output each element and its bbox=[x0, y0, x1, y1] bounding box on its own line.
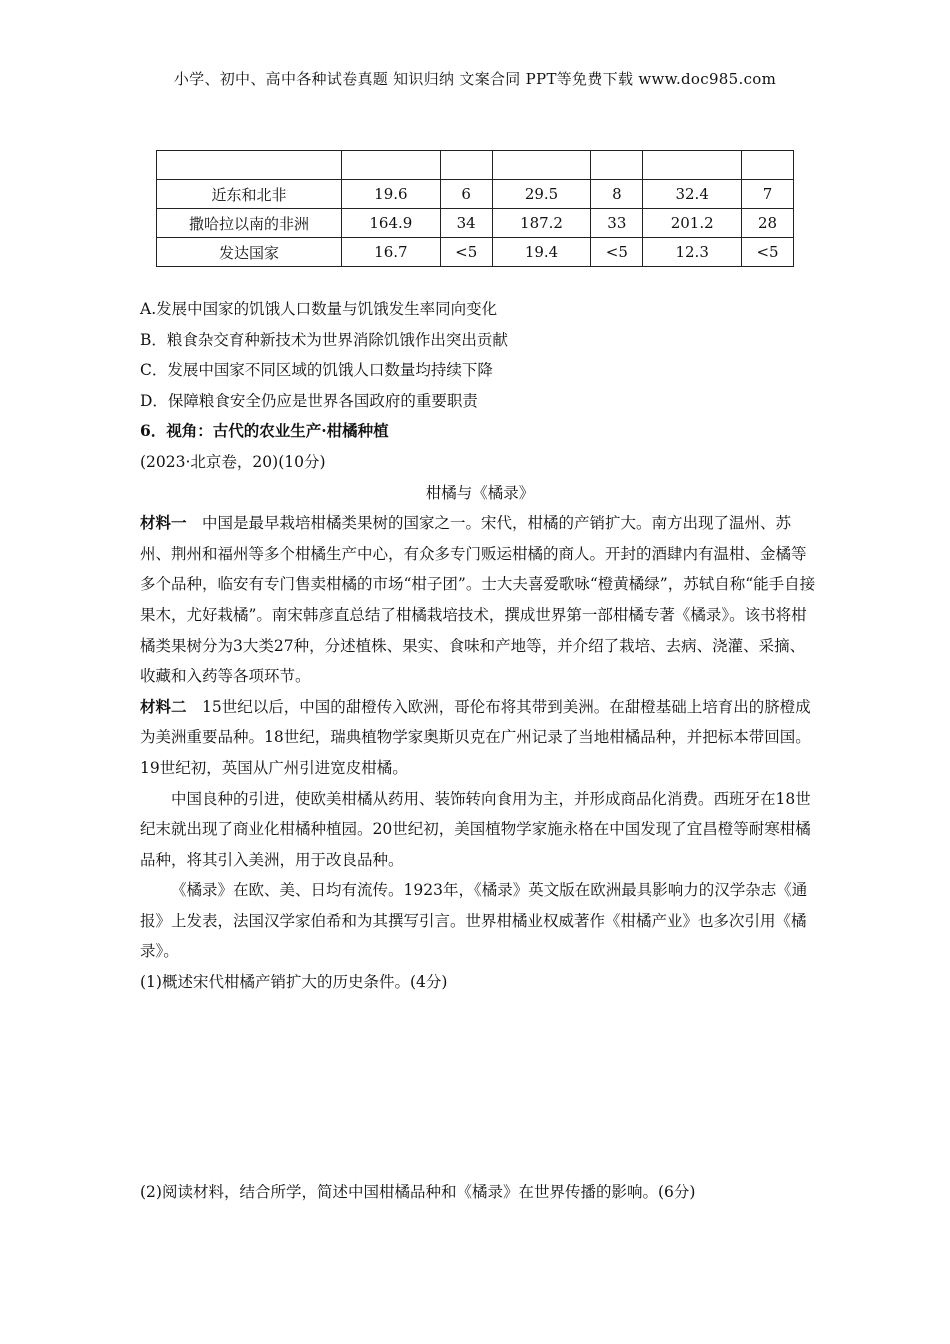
table-cell: <5 bbox=[591, 238, 643, 267]
table-cell: 12.3 bbox=[643, 238, 742, 267]
table-row bbox=[157, 209, 794, 238]
sub-question-1: (1)概述宋代柑橘产销扩大的历史条件。(4分) bbox=[140, 973, 448, 992]
table-cell: 发达国家 bbox=[157, 238, 342, 267]
question-6-title: 6．视角：古代的农业生产·柑橘种植 bbox=[140, 421, 389, 441]
table-cell: 34 bbox=[440, 209, 492, 238]
table-cell bbox=[591, 151, 643, 180]
material-2 bbox=[140, 692, 820, 784]
table-cell: 201.2 bbox=[643, 209, 742, 238]
question-content bbox=[140, 294, 820, 998]
table-cell: 33 bbox=[591, 209, 643, 238]
table-cell: 6 bbox=[440, 180, 492, 209]
option-b: B．粮食杂交育种新技术为世界消除饥饿作出突出贡献 bbox=[140, 330, 508, 349]
table-cell: 近东和北非 bbox=[157, 180, 342, 209]
table-cell bbox=[643, 151, 742, 180]
table-cell: <5 bbox=[742, 238, 794, 267]
article-title: 柑橘与《橘录》 bbox=[425, 483, 535, 502]
page-header: 小学、初中、高中各种试卷真题 知识归纳 文案合同 PPT等免费下载 www.doc985.com bbox=[173, 70, 777, 88]
table-cell bbox=[440, 151, 492, 180]
table-cell bbox=[157, 151, 342, 180]
table-cell bbox=[342, 151, 441, 180]
table-cell: 16.7 bbox=[342, 238, 441, 267]
sub-question-2: (2)阅读材料，结合所学，简述中国柑橘品种和《橘录》在世界传播的影响。(6分) bbox=[140, 1183, 696, 1201]
material-2-label: 材料二 bbox=[140, 696, 187, 716]
option-a: A.发展中国家的饥饿人口数量与饥饿发生率同向变化 bbox=[140, 300, 498, 318]
table-cell: 8 bbox=[591, 180, 643, 209]
table-cell: 撒哈拉以南的非洲 bbox=[157, 209, 342, 238]
table-cell bbox=[492, 151, 591, 180]
table-cell: 164.9 bbox=[342, 209, 441, 238]
table-cell: 29.5 bbox=[492, 180, 591, 209]
table-row bbox=[157, 238, 794, 267]
table-cell: 19.6 bbox=[342, 180, 441, 209]
table-row bbox=[157, 180, 794, 209]
material-1-text: 中国是最早栽培柑橘类果树的国家之一。宋代，柑橘的产销扩大。南方出现了温州、苏州、荆州和福州等多个柑橘生产中心，有众多专门贩运柑橘的商人。开封的酒肆内有温柑、金橘等多个品种，临安有专门售卖柑橘的市场“柑子团”。士大夫喜爱歌咏“橙黄橘绿”，苏轼自称“能手自接果木，尤好栽橘”。南宋韩彦直总结了柑橘栽培技术，撰成世界第一部柑橘专著《橘录》。该书将柑橘类果树分为3大类27种，分述植株、果实、食味和产地等，并介绍了栽培、去病、浇灌、采摘、收藏和入药等各项环节。 bbox=[140, 514, 816, 686]
table-cell bbox=[742, 151, 794, 180]
option-c: C．发展中国家不同区域的饥饿人口数量均持续下降 bbox=[140, 361, 493, 380]
material-1 bbox=[140, 508, 820, 692]
material-2-text: 15世纪以后，中国的甜橙传入欧洲，哥伦布将其带到美洲。在甜橙基础上培育出的脐橙成为美洲重要品种。18世纪，瑞典植物学家奥斯贝克在广州记录了当地柑橘品种，并把标本带回国。19世纪初，英国从广州引进宽皮柑橘。 bbox=[140, 697, 811, 777]
hunger-data-table bbox=[156, 150, 794, 267]
table-cell: 28 bbox=[742, 209, 794, 238]
table-cell: 32.4 bbox=[643, 180, 742, 209]
option-d: D．保障粮食安全仍应是世界各国政府的重要职责 bbox=[140, 391, 478, 410]
question-6-source: (2023·北京卷，20)(10分) bbox=[140, 452, 326, 471]
material-2-paragraph-2: 中国良种的引进，使欧美柑橘从药用、装饰转向食用为主，并形成商品化消费。西班牙在18世纪末就出现了商业化柑橘种植园。20世纪初，美国植物学家施永格在中国发现了宜昌橙等耐寒柑橘品种，将其引入美洲，用于改良品种。 bbox=[140, 789, 811, 869]
table-cell: 187.2 bbox=[492, 209, 591, 238]
material-1-label: 材料一 bbox=[140, 513, 187, 533]
material-2-paragraph-3: 《橘录》在欧、美、日均有流传。1923年，《橘录》英文版在欧洲最具影响力的汉学杂志《通报》上发表，法国汉学家伯希和为其撰写引言。世界柑橘业权威著作《柑橘产业》也多次引用《橘录》。 bbox=[140, 881, 808, 961]
table-row bbox=[157, 151, 794, 180]
table-cell: 7 bbox=[742, 180, 794, 209]
table-cell: 19.4 bbox=[492, 238, 591, 267]
table-cell: <5 bbox=[440, 238, 492, 267]
